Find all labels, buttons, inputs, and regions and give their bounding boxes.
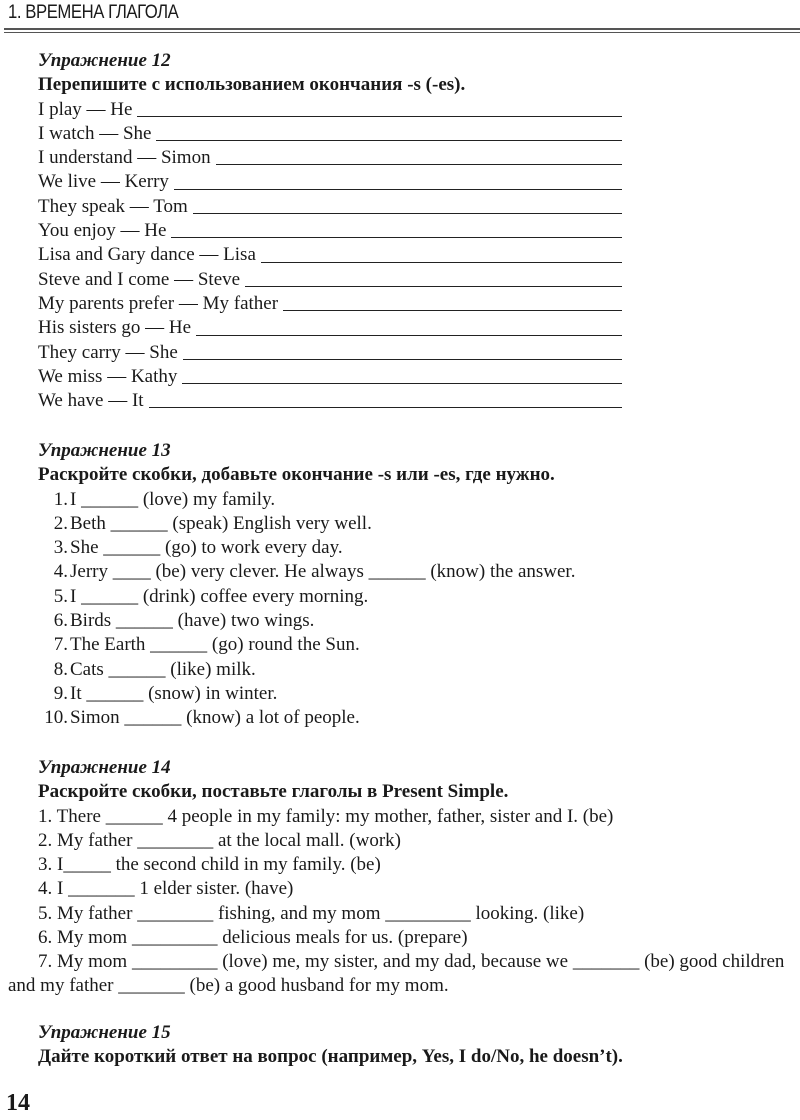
answer-line[interactable] <box>171 219 622 238</box>
exercise-item <box>38 365 622 389</box>
item-text: Cats ______ (like) milk. <box>70 658 256 680</box>
answer-line[interactable] <box>193 195 622 214</box>
answer-line[interactable] <box>149 389 622 408</box>
header-rule <box>4 28 800 33</box>
exercise-item <box>38 341 622 365</box>
answer-line[interactable] <box>182 365 622 384</box>
exercise-instruction: Дайте короткий ответ на вопрос (например, Yes, I do/No, he doesn’t). <box>38 1046 623 1068</box>
item-prompt: I understand — Simon <box>38 147 211 169</box>
exercise-item <box>38 682 575 706</box>
item-prompt: I play — He <box>38 98 133 120</box>
exercise-item: 2. My father ________ at the local mall. (work) <box>38 829 402 851</box>
item-number: 4. <box>53 561 68 583</box>
item-text: It ______ (snow) in winter. <box>70 682 278 704</box>
exercise-item <box>38 170 622 194</box>
item-number: 9. <box>53 682 68 704</box>
exercise-item <box>38 316 622 340</box>
item-prompt: Lisa and Gary dance — Lisa <box>38 244 256 266</box>
page-number: 14 <box>6 1090 30 1116</box>
exercise-14-item-7: 7. My mom _________ (love) me, my sister, and my dad, because we _______ (be) good children and my father _______ (be) a good husband for my mom. <box>8 951 790 997</box>
exercise-item: 4. I _______ 1 elder sister. (have) <box>38 878 294 900</box>
item-prompt: We have — It <box>38 390 144 412</box>
item-prompt: We live — Kerry <box>38 171 169 193</box>
item-text: Birds ______ (have) two wings. <box>70 610 315 632</box>
exercise-item: 3. I_____ the second child in my family. (be) <box>38 854 381 876</box>
answer-line[interactable] <box>174 170 622 189</box>
exercise-item <box>38 243 622 267</box>
exercise-title: Упражнение 12 <box>38 50 171 71</box>
exercise-item <box>38 122 622 146</box>
exercise-item: 5. My father ________ fishing, and my mom _________ looking. (like) <box>38 902 585 924</box>
answer-line[interactable] <box>283 292 622 311</box>
exercise-item <box>38 585 575 609</box>
exercise-13 <box>38 439 575 731</box>
item-prompt: I watch — She <box>38 122 152 144</box>
exercise-item <box>38 512 575 536</box>
exercise-title: Упражнение 14 <box>38 757 171 778</box>
exercise-item <box>38 658 575 682</box>
item-text: I ______ (love) my family. <box>70 488 276 510</box>
exercise-item <box>38 268 622 292</box>
item-number: 10. <box>44 707 68 729</box>
exercise-item <box>38 146 622 170</box>
exercise-instruction: Перепишите с использованием окончания -s (-es). <box>38 74 466 96</box>
item-prompt: His sisters go — He <box>38 317 192 339</box>
exercise-item <box>38 560 575 584</box>
item-prompt: They carry — She <box>38 341 178 363</box>
item-number: 7. <box>53 634 68 656</box>
item-prompt: They speak — Tom <box>38 195 188 217</box>
answer-line[interactable] <box>183 341 622 360</box>
item-text: Jerry ____ (be) very clever. He always ______ (know) the answer. <box>70 561 576 583</box>
exercise-14 <box>38 756 613 950</box>
exercise-item <box>38 219 622 243</box>
answer-line[interactable] <box>216 146 622 165</box>
item-number: 5. <box>53 585 68 607</box>
exercise-title: Упражнение 13 <box>38 440 171 461</box>
exercise-15 <box>38 1021 623 1070</box>
item-number: 8. <box>53 658 68 680</box>
item-text: She ______ (go) to work every day. <box>70 537 343 559</box>
exercise-12 <box>38 49 622 413</box>
exercise-item: 1. There ______ 4 people in my family: my mother, father, sister and I. (be) <box>38 805 614 827</box>
item-number: 1. <box>53 488 68 510</box>
exercise-instruction: Раскройте скобки, поставьте глаголы в Present Simple. <box>38 781 509 803</box>
exercise-item <box>38 292 622 316</box>
item-number: 2. <box>53 512 68 534</box>
item-prompt: My parents prefer — My father <box>38 292 279 314</box>
item-prompt: Steve and I come — Steve <box>38 268 241 290</box>
item-number: 6. <box>53 610 68 632</box>
exercise-title: Упражнение 15 <box>38 1022 171 1043</box>
answer-line[interactable] <box>137 98 622 117</box>
item-text: Simon ______ (know) a lot of people. <box>70 707 360 729</box>
exercise-item <box>38 488 575 512</box>
exercise-item <box>38 195 622 219</box>
exercise-item <box>38 536 575 560</box>
answer-line[interactable] <box>245 268 622 287</box>
item-text: I ______ (drink) coffee every morning. <box>70 585 369 607</box>
item-number: 3. <box>53 537 68 559</box>
exercise-item <box>38 389 622 413</box>
item-text: The Earth ______ (go) round the Sun. <box>70 634 360 656</box>
exercise-item <box>38 98 622 122</box>
exercise-instruction: Раскройте скобки, добавьте окончание -s или -es, где нужно. <box>38 464 555 486</box>
exercise-item <box>38 706 575 730</box>
exercise-item <box>38 609 575 633</box>
item-prompt: You enjoy — He <box>38 220 167 242</box>
answer-line[interactable] <box>196 316 622 335</box>
exercise-item: 6. My mom _________ delicious meals for us. (prepare) <box>38 927 468 949</box>
answer-line[interactable] <box>261 243 622 262</box>
answer-line[interactable] <box>156 122 622 141</box>
chapter-header: 1. ВРЕМЕНА ГЛАГОЛА <box>8 2 179 23</box>
item-prompt: We miss — Kathy <box>38 365 178 387</box>
item-text: Beth ______ (speak) English very well. <box>70 512 372 534</box>
exercise-item <box>38 633 575 657</box>
